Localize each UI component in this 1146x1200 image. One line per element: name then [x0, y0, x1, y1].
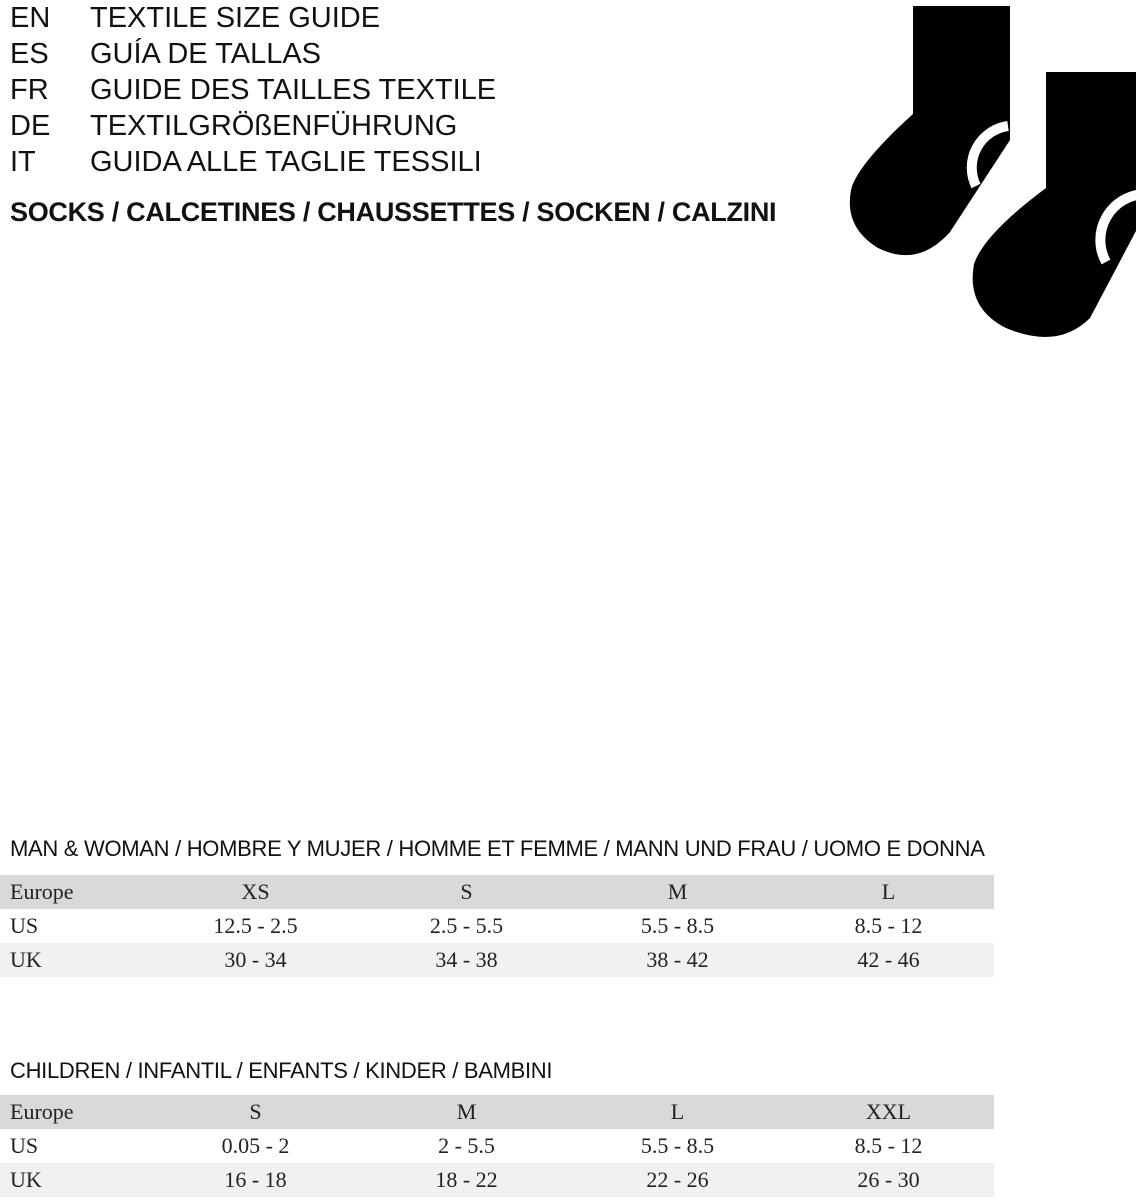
guide-title: GUÍA DE TALLAS [90, 38, 322, 70]
value-cell: 16 - 18 [150, 1163, 361, 1197]
row-label: UK [0, 943, 150, 977]
guide-title: GUIDE DES TAILLES TEXTILE [90, 74, 497, 106]
value-cell: 5.5 - 8.5 [640, 1133, 715, 1158]
language-code: FR [10, 74, 49, 106]
adults-size-table [0, 875, 994, 977]
value-cell: 2 - 5.5 [438, 1133, 495, 1158]
language-row-fr [10, 72, 496, 108]
value-cell: 2.5 - 5.5 [429, 913, 504, 938]
language-row-de [10, 108, 496, 144]
size-cell: S [361, 875, 572, 909]
size-cell: L [572, 1095, 783, 1129]
value-cell: 18 - 22 [361, 1163, 572, 1197]
value-cell: 22 - 26 [572, 1163, 783, 1197]
size-cell: L [783, 875, 994, 909]
language-row-es [10, 36, 496, 72]
guide-title: TEXTILGRÖßENFÜHRUNG [90, 110, 458, 142]
value-cell: 5.5 - 8.5 [640, 913, 715, 938]
row-label: US [10, 1133, 39, 1158]
value-cell: 34 - 38 [361, 943, 572, 977]
adults-section-title: MAN & WOMAN / HOMBRE Y MUJER / HOMME ET FEMME / MANN UND FRAU / UOMO E DONNA [10, 836, 985, 861]
value-cell: 30 - 34 [150, 943, 361, 977]
language-title-list [10, 0, 496, 180]
table-row [0, 1129, 994, 1163]
row-label: UK [0, 1163, 150, 1197]
row-label: Europe [0, 875, 150, 909]
table-header-row [0, 1095, 994, 1129]
value-cell: 42 - 46 [783, 943, 994, 977]
table-header-row [0, 875, 994, 909]
value-cell: 8.5 - 12 [854, 1133, 923, 1158]
language-code: EN [10, 2, 51, 34]
language-row-en [10, 0, 496, 36]
size-cell: XXL [783, 1095, 994, 1129]
size-cell: S [150, 1095, 361, 1129]
language-code: DE [10, 110, 51, 142]
product-category-title: SOCKS / CALCETINES / CHAUSSETTES / SOCKEN / CALZINI [10, 197, 777, 227]
value-cell: 12.5 - 2.5 [213, 913, 298, 938]
value-cell: 38 - 42 [572, 943, 783, 977]
value-cell: 26 - 30 [783, 1163, 994, 1197]
children-size-table [0, 1095, 994, 1197]
row-label: US [10, 913, 39, 938]
size-cell: XS [150, 875, 361, 909]
value-cell: 0.05 - 2 [221, 1133, 290, 1158]
size-cell: M [361, 1095, 572, 1129]
guide-title: GUIDA ALLE TAGLIE TESSILI [90, 146, 482, 178]
table-row [0, 1163, 994, 1197]
size-cell: M [572, 875, 783, 909]
language-code: ES [10, 38, 49, 70]
children-section-title: CHILDREN / INFANTIL / ENFANTS / KINDER / BAMBINI [10, 1058, 553, 1083]
language-row-it [10, 144, 496, 180]
language-code: IT [10, 146, 36, 178]
socks-icon [836, 0, 1136, 340]
table-row [0, 909, 994, 943]
row-label: Europe [0, 1095, 150, 1129]
value-cell: 8.5 - 12 [854, 913, 923, 938]
guide-title: TEXTILE SIZE GUIDE [90, 2, 381, 34]
table-row [0, 943, 994, 977]
